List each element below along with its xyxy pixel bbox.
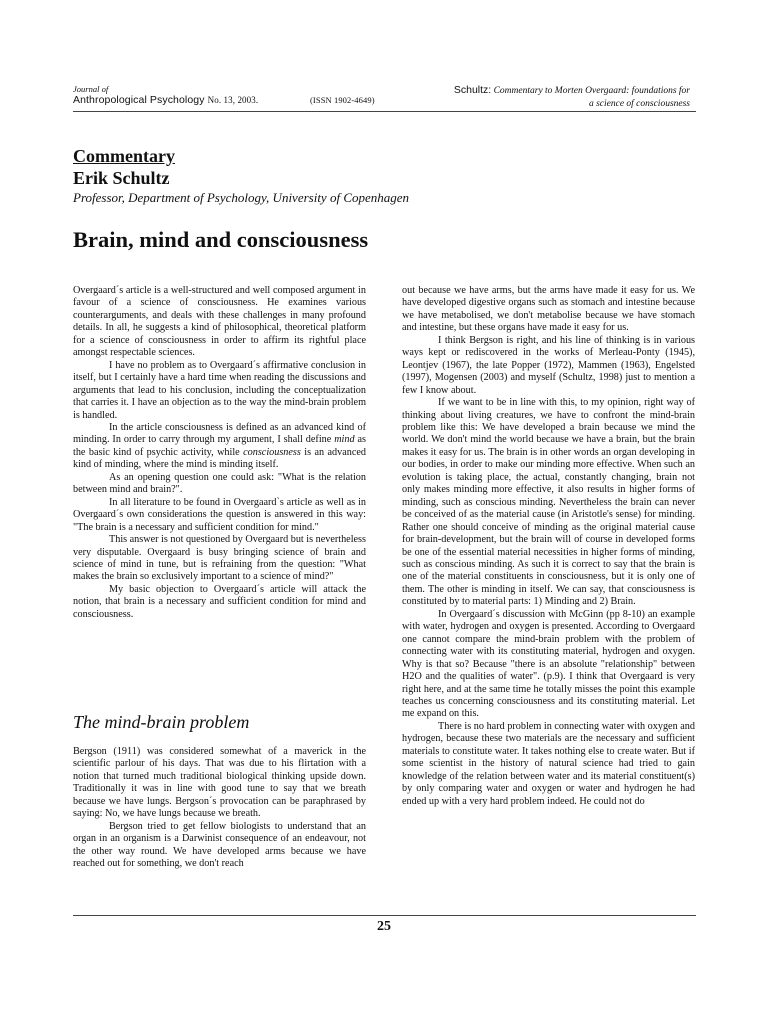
paragraph: As an opening question one could ask: "What is the relation between mind and brain?". bbox=[73, 471, 366, 496]
article-title: Brain, mind and consciousness bbox=[73, 227, 369, 252]
running-title-1: Commentary to Morten Overgaard: foundations for bbox=[493, 86, 690, 96]
journal-line bbox=[73, 94, 403, 107]
running-author: Schultz: bbox=[453, 84, 492, 96]
running-header-line-1 bbox=[370, 84, 690, 98]
running-header-line-2 bbox=[370, 98, 690, 111]
footer-rule bbox=[73, 915, 696, 916]
paragraph: In Overgaard´s discussion with McGinn (pp 8-10) an example with water, hydrogen and oxygen is presented. According to Overgaard one cannot compare the mind-brain problem with the problem of connecting water with its constituting material, hydrogen and oxygen. Why is that so? Because "there is an absolute "relationship" between H2O and the qualities of water". (p.9). I think that Overgaard is very right here, and at the same time he totally misses the point this example teaches us concerning consciousness and its constituting material. Let me expand on this. bbox=[402, 608, 695, 720]
journal-header bbox=[73, 84, 403, 107]
journal-issue: No. 13, 2003. bbox=[207, 95, 259, 105]
paragraph: There is no hard problem in connecting water with oxygen and hydrogen, because these two materials are the necessary and sufficient materials to constitute water. It takes nothing else to create water. But if some scientist in the history of natural science had tried to gain knowledge of the relation between water and its material constituent(s) by only comparing water and oxygen or water and hydrogen he had ended up with a very hard problem indeed. He could not do bbox=[402, 720, 695, 807]
left-column-section bbox=[73, 746, 366, 871]
running-header bbox=[370, 84, 690, 111]
section-heading: The mind-brain problem bbox=[73, 712, 250, 732]
right-column bbox=[402, 285, 695, 808]
paragraph: This answer is not questioned by Overgaard but is nevertheless very disputable. Overgaard is busy bringing science of brain and science of mind in tune, but is refraining from the question: "What makes the brain so exclusively important to a science of mind?" bbox=[73, 534, 366, 583]
journal-prefix: Journal of bbox=[73, 84, 109, 94]
journal-name: Anthropological Psychology bbox=[73, 94, 205, 106]
paragraph: Overgaard´s article is a well-structured and well composed argument in favour of a science of consciousness. He examines various counterarguments, and deals with these challenges in many profound details. In all, he suggests a kind of philosophical, theoretical platform for a science of consciousness in order to affirm its rightful place amongst respectable sciences. bbox=[73, 285, 366, 359]
paragraph: My basic objection to Overgaard´s article will attack the notion, that brain is a necessary and sufficient condition for mind and consciousness. bbox=[73, 583, 366, 620]
article-author: Erik Schultz bbox=[73, 168, 170, 188]
emphasis-mind: mind bbox=[334, 434, 355, 446]
paragraph: I think Bergson is right, and his line of thinking is in various ways kept or rediscovered in the works of Merleau-Ponty (1945), Leontjev (1967), the late Popper (1972), Mammen (1963), Engelsted (1997), Mogensen (2003) and myself (Schultz, 1998) just to mention a few I know about. bbox=[402, 334, 695, 396]
paragraph: In the article consciousness is defined as an advanced kind of minding. In order to carry through my argument, I shall define mind as the basic kind of psychic activity, while consciousness is an advanced kind of minding, where the mind is minding itself. bbox=[73, 421, 366, 471]
page-number: 25 bbox=[377, 919, 391, 934]
paragraph: If we want to be in line with this, to my opinion, right way of thinking about living creatures, we have to confront the mind-brain problem like this: We have developed a brain because we mind the world. We don't mind the world because we have a brain, but the brain makes it easy for us. The brain is in other words an organ developing in our bodies, in order to make our minding more effective. When such an evolution is taking place, the actual, constantly changing, brain not only makes minding more effective, it also results in higher forms of minding, such as conscious minding. Nevertheless the brain can never be conceived of as the material cause (in Aristotle's sense) for minding. Rather one should conceive of minding as the original material cause for brain-development, but the brain will of course in developed forms be one of the essential material necessities in higher forms of minding, such as conscious minding. As such it is correct to say that the brain is one of the material constituents in consciousness, but it is only one of them. The other is minding in itself. We can say, that consciousness is constituted by to material parts: 1) Minding and 2) Brain. bbox=[402, 397, 695, 608]
running-title-2: a science of consciousness bbox=[588, 99, 690, 109]
emphasis-consciousness: consciousness bbox=[243, 446, 301, 458]
paragraph: I have no problem as to Overgaard´s affirmative conclusion in itself, but I certainly have a hard time when reading the discussions and arguments that lead to his conclusion, including the conceptualization that carries it. I have an objection as to the way the mind-brain problem is handled. bbox=[73, 359, 366, 421]
left-column-intro bbox=[73, 285, 366, 621]
header-rule bbox=[73, 111, 696, 112]
paragraph: out because we have arms, but the arms have made it easy for us. We have developed digestive organs such as stomach and intestine because we have metabolised, we don't metabolise because we have stomach and intestine, but these organs have made it easy for us. bbox=[402, 285, 695, 334]
article-kicker: Commentary bbox=[73, 146, 175, 166]
paragraph: Bergson (1911) was considered somewhat of a maverick in the scientific parlour of his days. That was due to his flirtation with a notion that turned much traditional biological thinking upside down. Traditionally it was in line with good tune to say that we breath because we have lungs. Bergson´s provocation can be paraphrased by saying: No, we have lungs because we breath. bbox=[73, 746, 366, 820]
paragraph: In all literature to be found in Overgaard`s article as well as in Overgaard´s own considerations the question is answered in this way: "The brain is a necessary and sufficient condition for mind." bbox=[73, 496, 366, 533]
article-affiliation: Professor, Department of Psychology, University of Copenhagen bbox=[73, 190, 410, 205]
paragraph: Bergson tried to get fellow biologists to understand that an organ in an organism is a Darwinist consequence of an endeavour, not the other way round. We have developed arms because we have reached out for something, we don't reach bbox=[73, 820, 366, 870]
journal-issn: (ISSN 1902-4649) bbox=[310, 95, 375, 105]
